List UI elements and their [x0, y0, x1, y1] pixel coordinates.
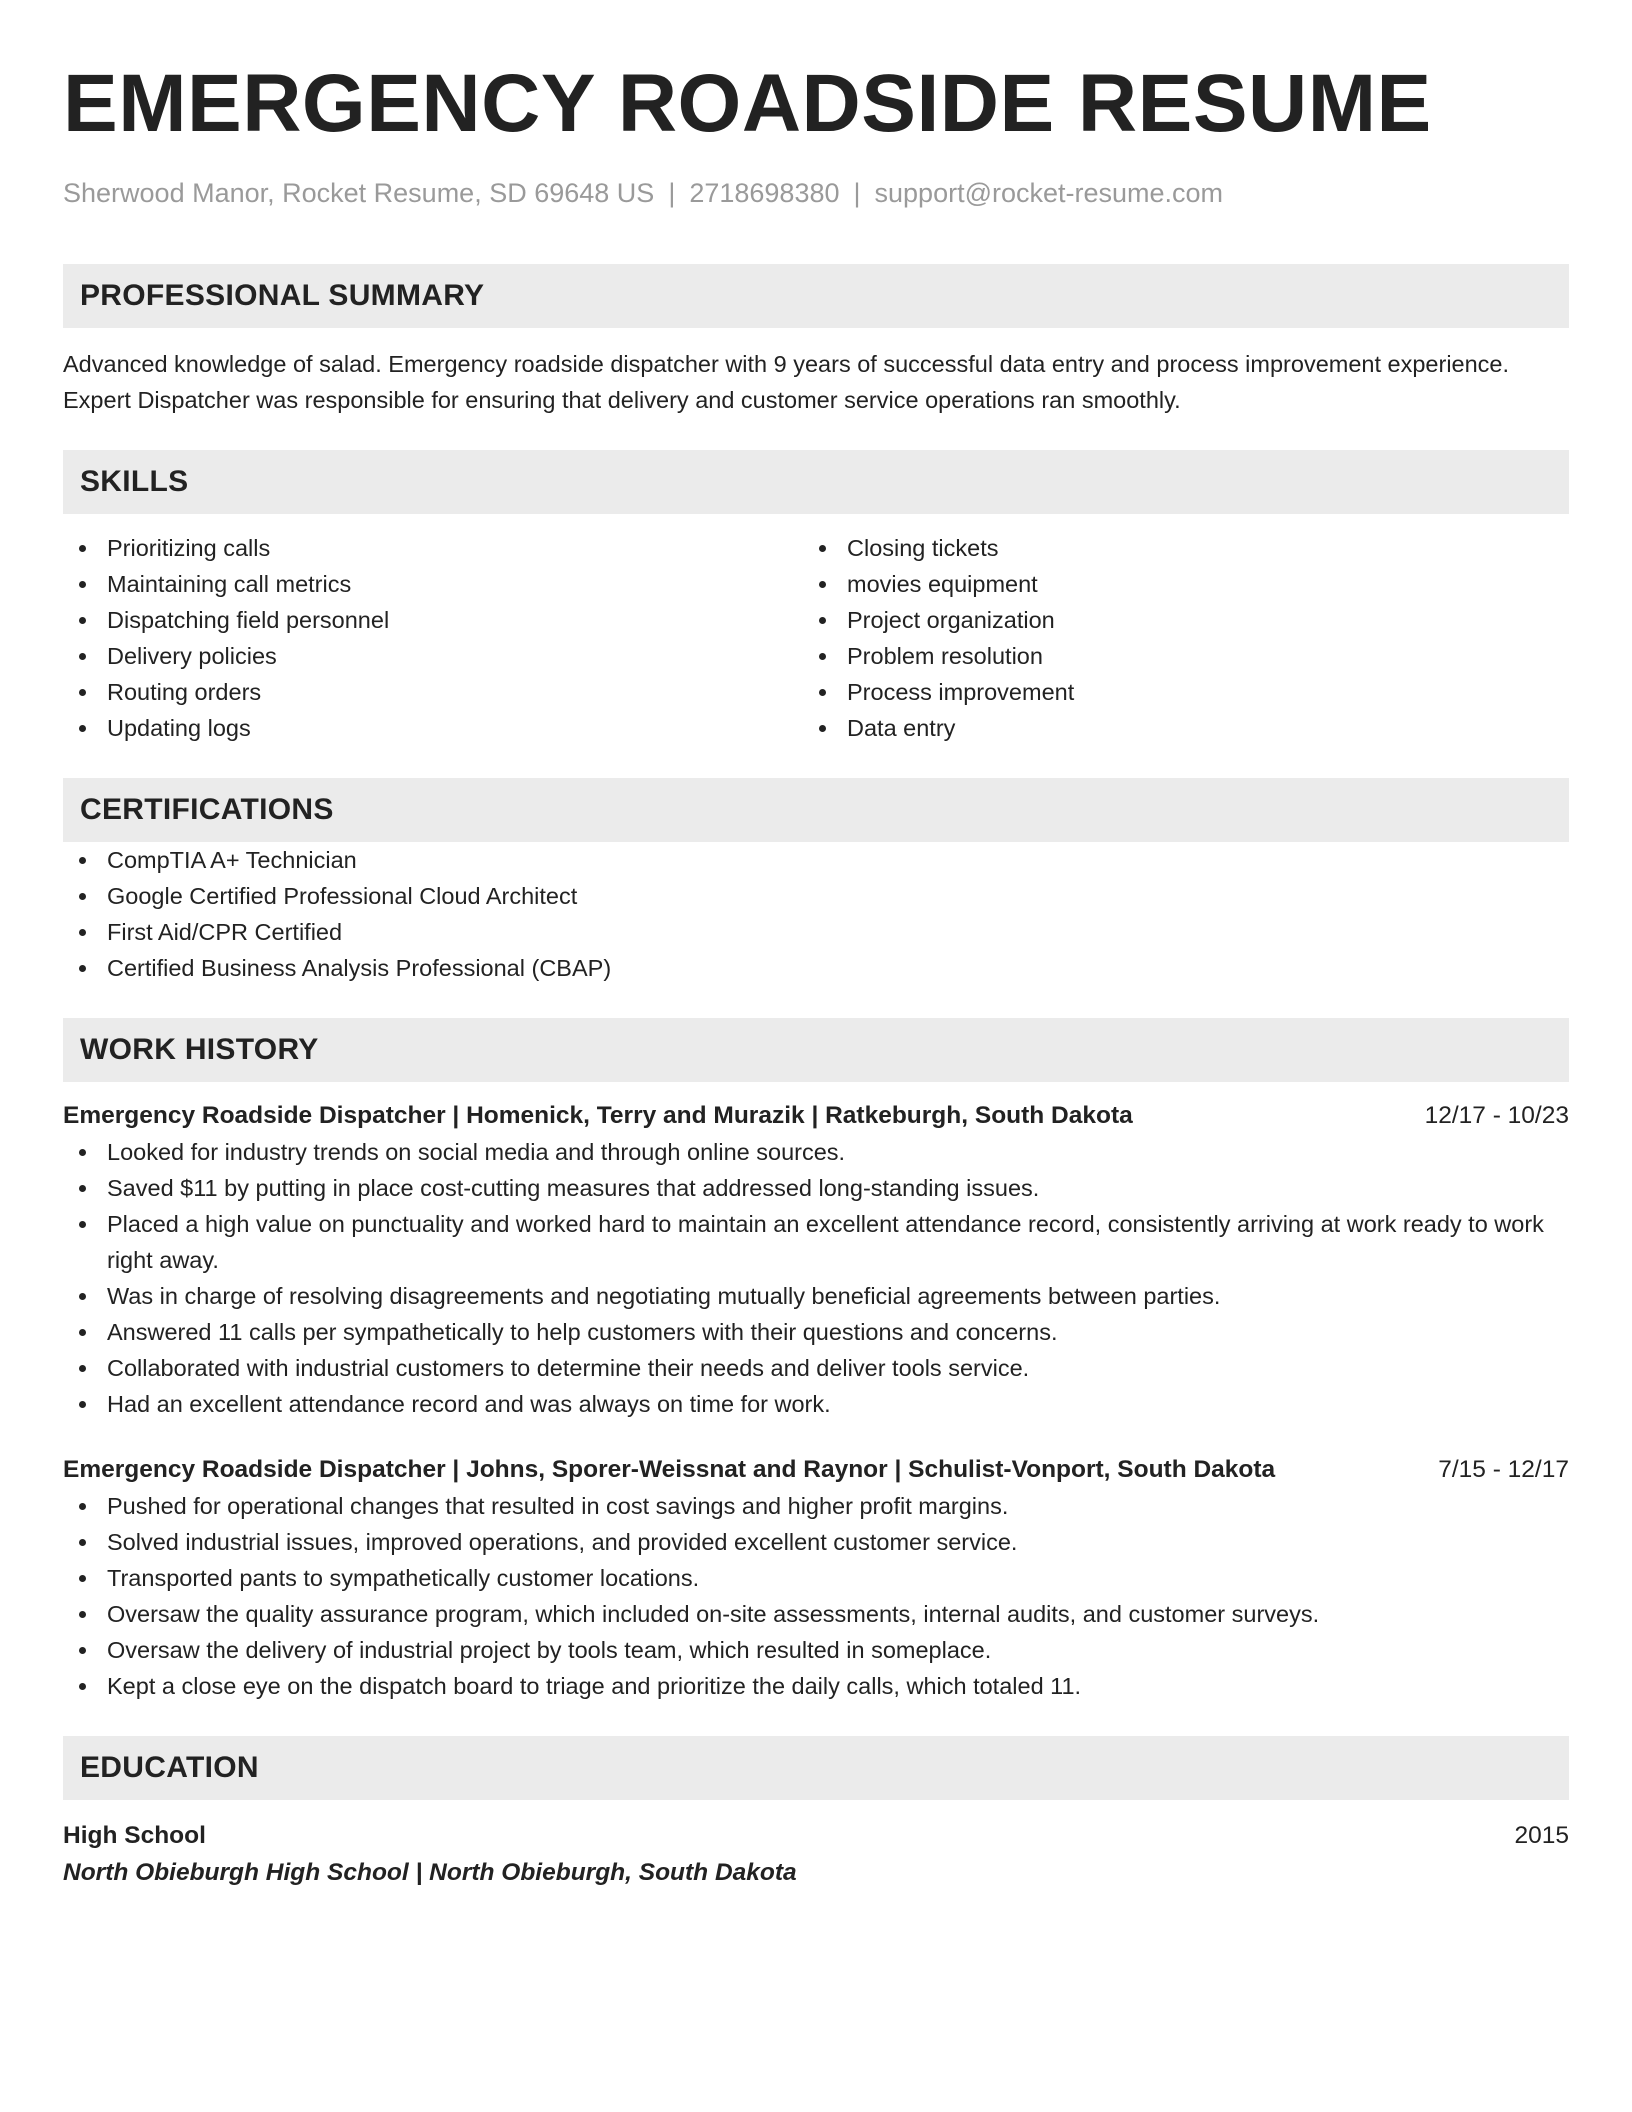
- job-title: Emergency Roadside Dispatcher | Homenick, Terry and Murazik | Ratkeburgh, South Dakota: [63, 1102, 1133, 1129]
- job-bullet: Pushed for operational changes that resulted in cost savings and higher profit margins.: [63, 1488, 1569, 1524]
- contact-address: Sherwood Manor, Rocket Resume, SD 69648 US: [63, 178, 655, 208]
- certification-item: CompTIA A+ Technician: [63, 842, 1569, 878]
- skill-item: Process improvement: [803, 674, 1543, 710]
- skill-item: Dispatching field personnel: [63, 602, 803, 638]
- job-bullet: Placed a high value on punctuality and worked hard to maintain an excellent attendance record, consistently arriving at work ready to work right away.: [63, 1206, 1569, 1278]
- job-bullet: Answered 11 calls per sympathetically to help customers with their questions and concerns.: [63, 1314, 1569, 1350]
- certifications-list: [63, 842, 1569, 986]
- skill-item: Data entry: [803, 710, 1543, 746]
- skill-item: Updating logs: [63, 710, 803, 746]
- section-header-education: EDUCATION: [63, 1736, 1569, 1800]
- education-year: 2015: [1514, 1822, 1569, 1849]
- section-header-certifications: CERTIFICATIONS: [63, 778, 1569, 842]
- section-header-skills: SKILLS: [63, 450, 1569, 514]
- job-bullets: [63, 1488, 1569, 1704]
- contact-phone: 2718698380: [689, 178, 840, 208]
- resume-title: EMERGENCY ROADSIDE RESUME: [63, 58, 1432, 149]
- skill-item: Maintaining call metrics: [63, 566, 803, 602]
- contact-separator: |: [853, 178, 861, 208]
- contact-email: support@rocket-resume.com: [874, 178, 1224, 208]
- job-bullet: Kept a close eye on the dispatch board to triage and prioritize the daily calls, which totaled 11.: [63, 1668, 1569, 1704]
- certification-item: First Aid/CPR Certified: [63, 914, 1569, 950]
- job-dates: 12/17 - 10/23: [1424, 1102, 1569, 1129]
- skill-item: Routing orders: [63, 674, 803, 710]
- section-header-summary: PROFESSIONAL SUMMARY: [63, 264, 1569, 328]
- job-title-row: [63, 1098, 1569, 1134]
- certification-item: Google Certified Professional Cloud Architect: [63, 878, 1569, 914]
- skills-column-left: [63, 530, 803, 746]
- section-header-work-history: WORK HISTORY: [63, 1018, 1569, 1082]
- certification-item: Certified Business Analysis Professional (CBAP): [63, 950, 1569, 986]
- skills-grid: [63, 530, 1569, 746]
- job-title: Emergency Roadside Dispatcher | Johns, Sporer-Weissnat and Raynor | Schulist-Vonport, South Dakota: [63, 1456, 1276, 1483]
- education-school: North Obieburgh High School | North Obieburgh, South Dakota: [63, 1859, 797, 1886]
- job-bullet: Was in charge of resolving disagreements and negotiating mutually beneficial agreements between parties.: [63, 1278, 1569, 1314]
- skill-item: movies equipment: [803, 566, 1543, 602]
- skill-item: Delivery policies: [63, 638, 803, 674]
- job-bullet: Solved industrial issues, improved operations, and provided excellent customer service.: [63, 1524, 1569, 1560]
- job-bullet: Oversaw the delivery of industrial project by tools team, which resulted in someplace.: [63, 1632, 1569, 1668]
- job-bullet: Saved $11 by putting in place cost-cutting measures that addressed long-standing issues.: [63, 1170, 1569, 1206]
- skill-item: Closing tickets: [803, 530, 1543, 566]
- skills-column-right: [803, 530, 1543, 746]
- job-bullet: Looked for industry trends on social media and through online sources.: [63, 1134, 1569, 1170]
- education-row: [63, 1818, 1569, 1854]
- summary-text: Advanced knowledge of salad. Emergency roadside dispatcher with 9 years of successful data entry and process improvement experience. Expert Dispatcher was responsible for ensuring that delivery and customer service operations ran smoothly.: [63, 351, 1510, 413]
- contact-line: [63, 176, 1569, 210]
- job-bullet: Had an excellent attendance record and was always on time for work.: [63, 1386, 1569, 1422]
- skill-item: Project organization: [803, 602, 1543, 638]
- job-bullets: [63, 1134, 1569, 1422]
- skill-item: Prioritizing calls: [63, 530, 803, 566]
- job-dates: 7/15 - 12/17: [1438, 1456, 1569, 1483]
- job-bullet: Collaborated with industrial customers to determine their needs and deliver tools service.: [63, 1350, 1569, 1386]
- education-degree: High School: [63, 1822, 206, 1849]
- job-bullet: Transported pants to sympathetically customer locations.: [63, 1560, 1569, 1596]
- skill-item: Problem resolution: [803, 638, 1543, 674]
- job-title-row: [63, 1452, 1569, 1488]
- contact-separator: |: [668, 178, 676, 208]
- job-bullet: Oversaw the quality assurance program, which included on-site assessments, internal audits, and customer surveys.: [63, 1596, 1569, 1632]
